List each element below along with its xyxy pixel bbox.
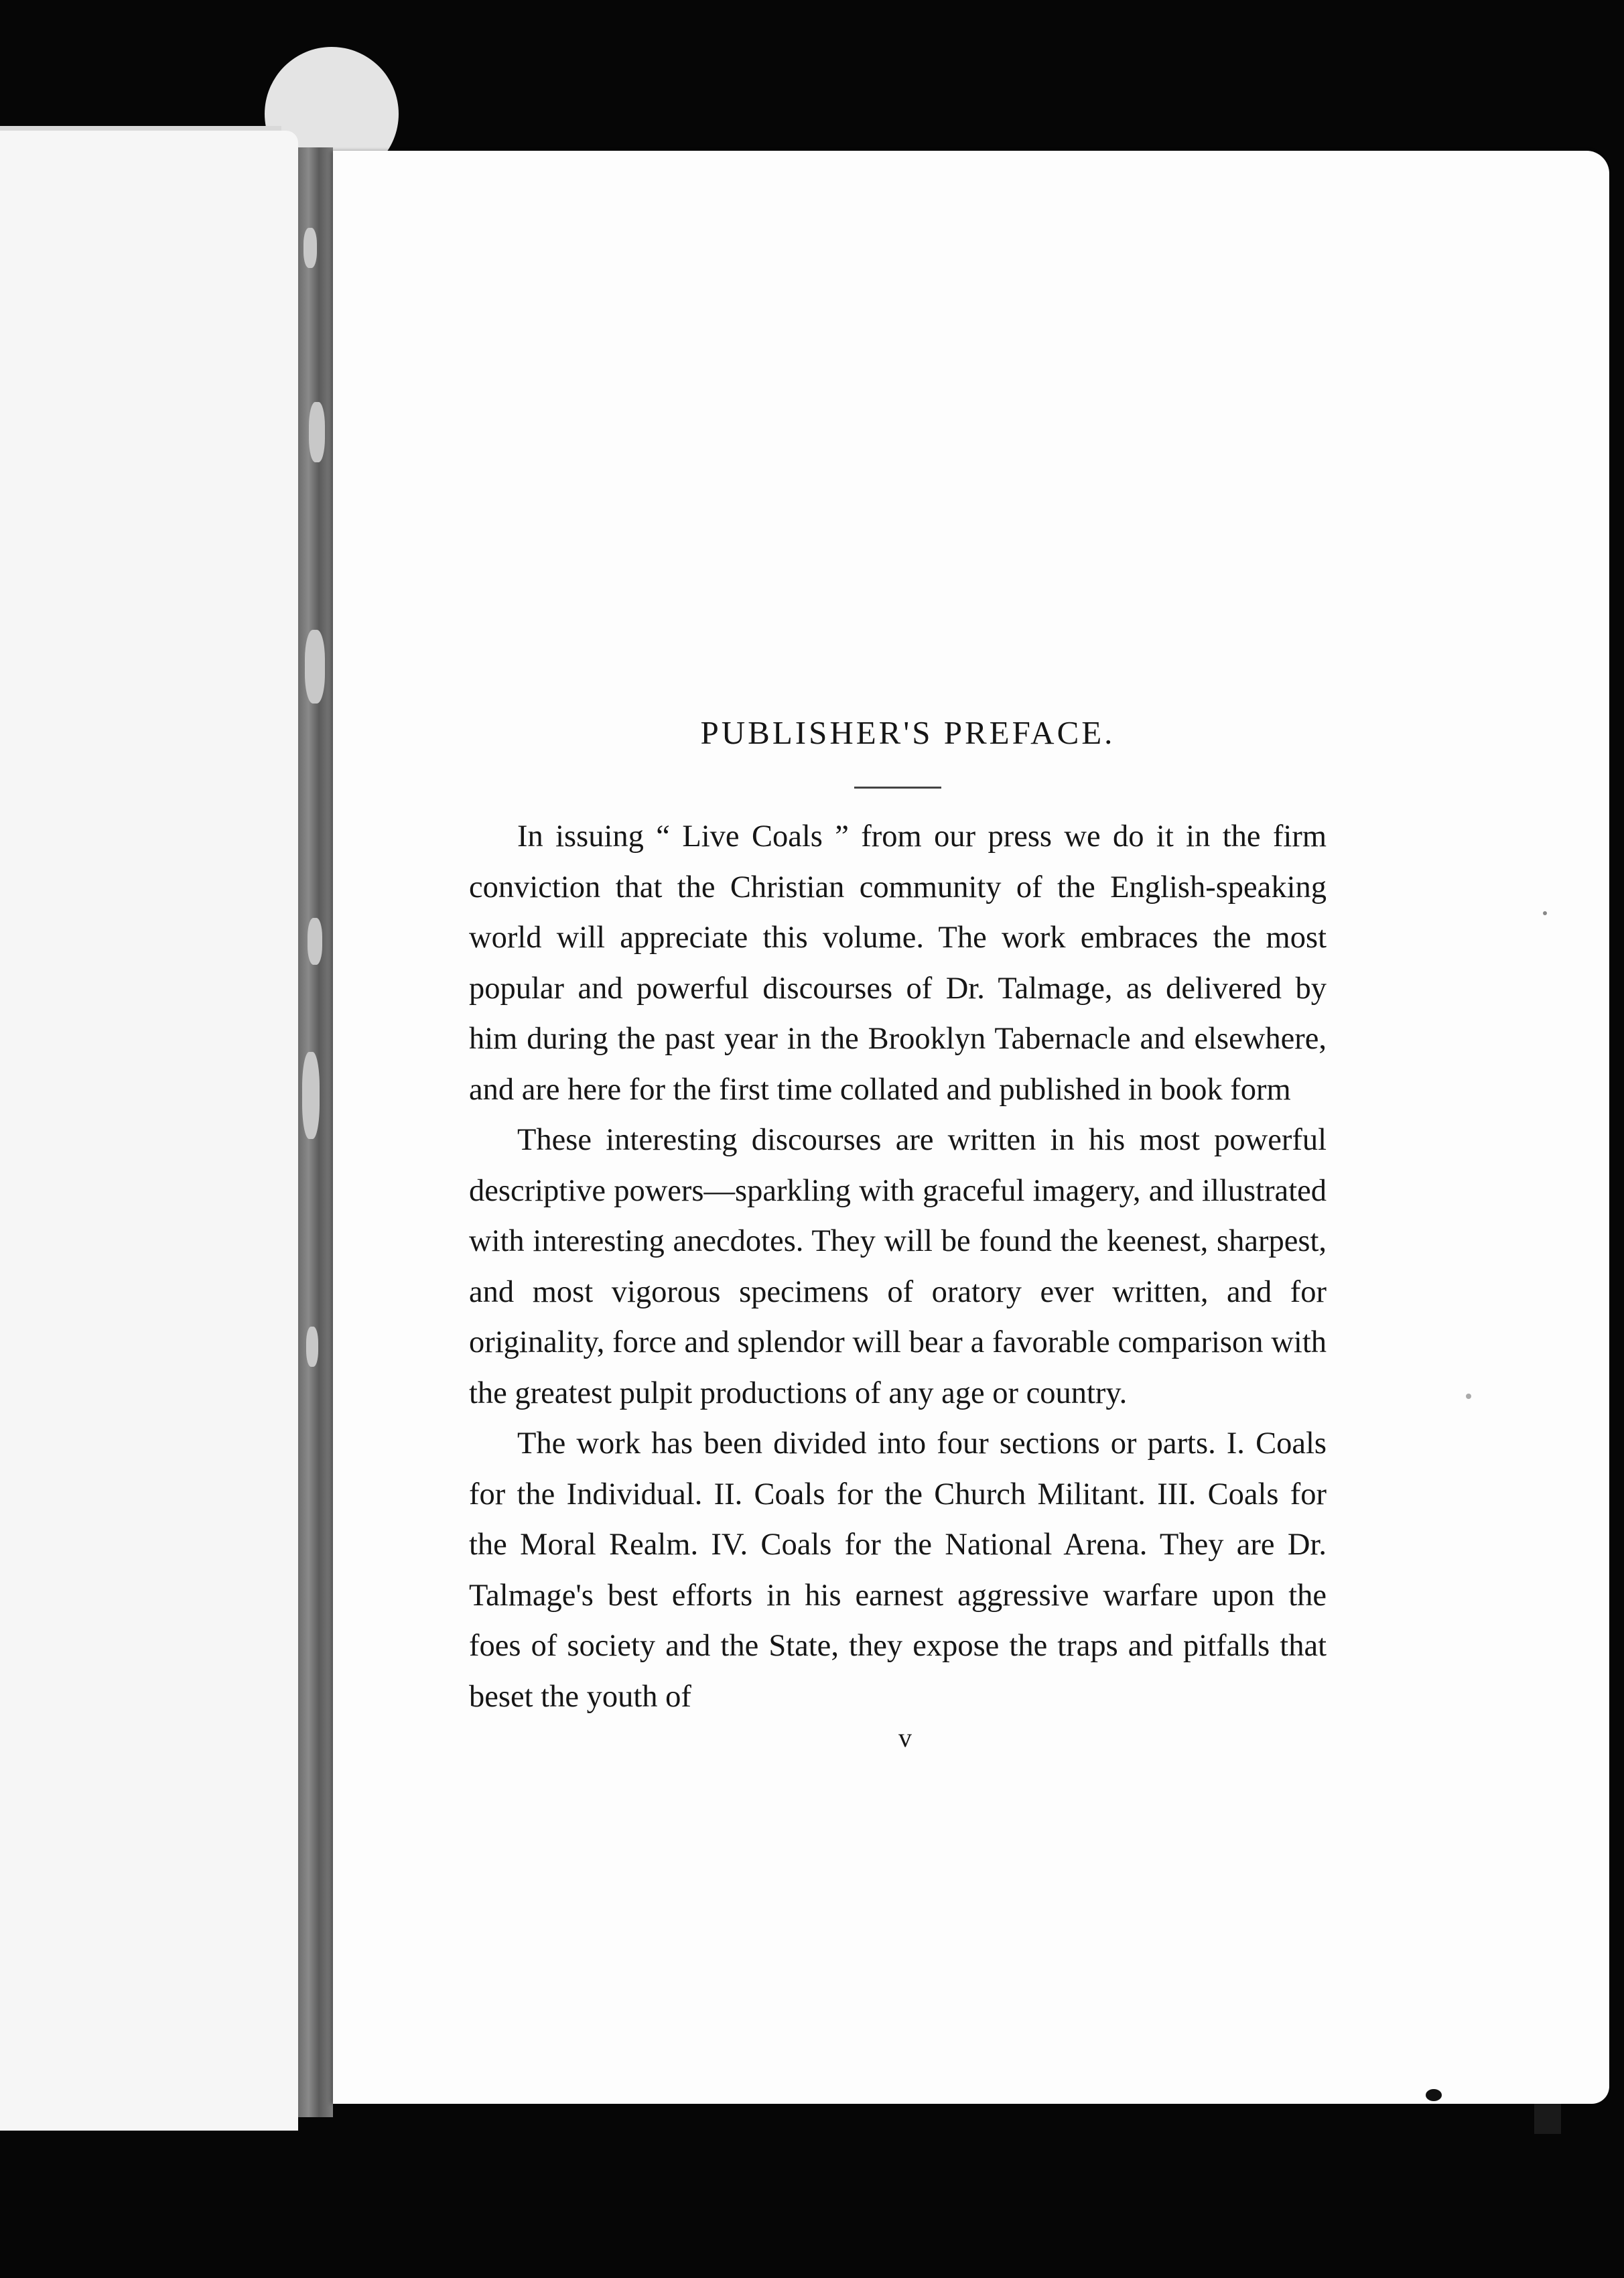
book-gutter: [298, 147, 333, 2117]
preface-text-block: [469, 714, 1327, 1753]
dust-speck: [1543, 911, 1547, 915]
paragraph-1: In issuing “ Live Coals ” from our press we do it in the firm conviction that the Christian community of the English-speaking world will appreciate this volume. The work embraces the most popular and powerful discourses of Dr. Talmage, as delivered by him during the past year in the Brooklyn Tabernacle and elsewhere, and are here for the first time collated and published in book form: [469, 819, 1327, 1107]
right-page: [333, 151, 1609, 2104]
left-page-blank: [0, 131, 298, 2131]
paragraph-2: These interesting discourses are written in his most powerful descriptive powers—sparkling with graceful imagery, and illustrated with interesting anecdotes. They will be found the keenest, sharpest, and most vigorous specimens of oratory ever written, and for originality, force and splendor will bear a favorable comparison with the greatest pulpit productions of any age or country.: [469, 1123, 1327, 1410]
page-number: v: [898, 1723, 912, 1753]
paragraph-3: The work has been divided into four sections or parts. I. Coals for the Individual. II. Coals for the Church Militant. III. Coals for the Moral Realm. IV. Coals for the National Arena. They are Dr. Talmage's best efforts in his earnest aggressive warfare upon the foes of society and the State, they expose the traps and pitfalls that beset the youth of: [469, 1426, 1327, 1714]
dust-speck: [1466, 1394, 1471, 1399]
title-rule: [854, 787, 941, 789]
page-title: PUBLISHER'S PREFACE.: [700, 714, 1115, 751]
dust-speck: [1426, 2089, 1442, 2101]
